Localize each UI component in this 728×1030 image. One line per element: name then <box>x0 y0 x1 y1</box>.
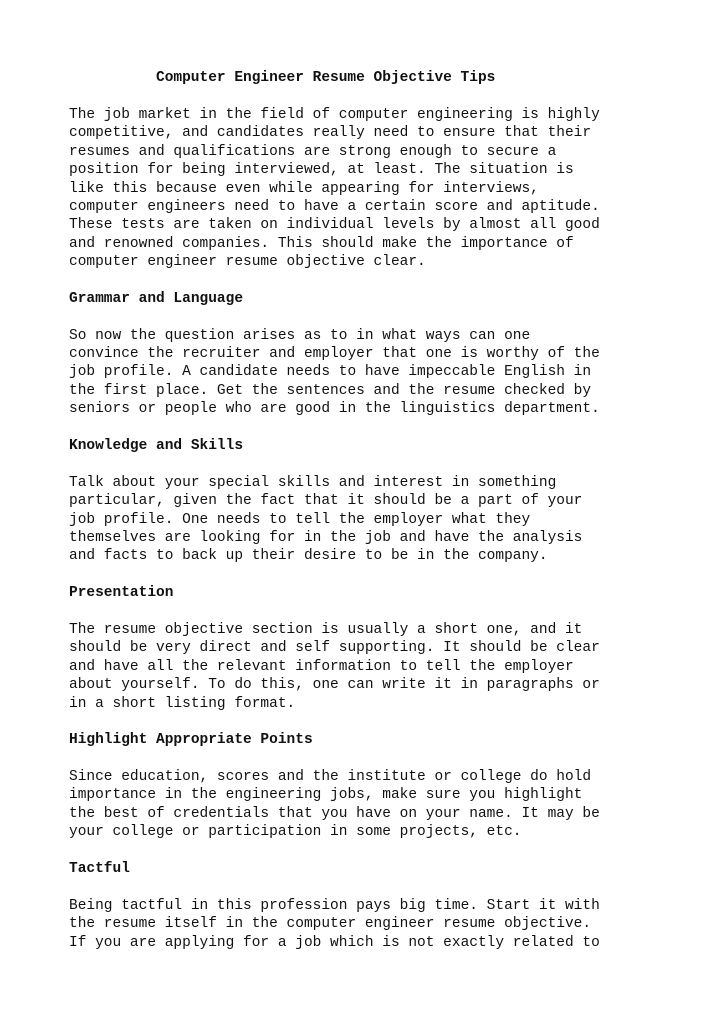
text-line: Being tactful in this profession pays big time. Start it with <box>69 897 600 914</box>
text-line: The resume objective section is usually a short one, and it <box>69 621 583 638</box>
text-line: seniors or people who are good in the linguistics department. <box>69 401 600 418</box>
intro-paragraph <box>69 106 669 272</box>
text-line: your college or participation in some projects, etc. <box>69 824 522 841</box>
text-line: So now the question arises as to in what ways can one <box>69 327 531 344</box>
text-line: the first place. Get the sentences and the resume checked by <box>69 382 592 399</box>
text-line: Since education, scores and the institute or college do hold <box>69 769 592 786</box>
text-line: If you are applying for a job which is not exactly related to <box>69 934 600 951</box>
document-body <box>69 106 669 970</box>
text-line: importance in the engineering jobs, make sure you highlight <box>69 787 583 804</box>
section-paragraph <box>69 474 669 566</box>
text-line: convince the recruiter and employer that one is worthy of the <box>69 346 600 363</box>
text-line: like this because even while appearing for interviews, <box>69 180 539 197</box>
text-line: computer engineer resume objective clear. <box>69 254 426 271</box>
section-heading: Tactful <box>69 861 130 878</box>
text-line: resumes and qualifications are strong enough to secure a <box>69 143 557 160</box>
text-line: the resume itself in the computer engineer resume objective. <box>69 916 592 933</box>
text-line: and renowned companies. This should make the importance of <box>69 235 574 252</box>
text-line: competitive, and candidates really need to ensure that their <box>69 125 592 142</box>
text-line: Talk about your special skills and interest in something <box>69 474 557 491</box>
section-heading: Knowledge and Skills <box>69 438 244 455</box>
text-line: about yourself. To do this, one can write it in paragraphs or <box>69 677 600 694</box>
text-line: The job market in the field of computer engineering is highly <box>69 107 600 123</box>
text-line: job profile. A candidate needs to have impeccable English in <box>69 364 592 381</box>
section-paragraph <box>69 897 669 952</box>
section-heading: Presentation <box>69 585 174 602</box>
text-line: job profile. One needs to tell the employer what they <box>69 511 531 528</box>
text-line: and have all the relevant information to tell the employer <box>69 658 574 675</box>
section-paragraph <box>69 621 669 713</box>
text-line: in a short listing format. <box>69 695 296 712</box>
section-paragraph <box>69 327 669 419</box>
text-line: These tests are taken on individual levels by almost all good <box>69 217 600 234</box>
text-line: and facts to back up their desire to be in the company. <box>69 548 548 565</box>
text-line: should be very direct and self supporting. It should be clear <box>69 640 600 657</box>
section-heading: Highlight Appropriate Points <box>69 732 313 749</box>
document-title: Computer Engineer Resume Objective Tips <box>156 70 496 86</box>
section-heading: Grammar and Language <box>69 290 244 307</box>
text-line: computer engineers need to have a certain score and aptitude. <box>69 198 600 215</box>
text-line: themselves are looking for in the job and have the analysis <box>69 529 583 546</box>
text-line: position for being interviewed, at least. The situation is <box>69 162 574 179</box>
text-line: particular, given the fact that it should be a part of your <box>69 493 583 510</box>
section-paragraph <box>69 768 669 842</box>
text-line: the best of credentials that you have on your name. It may be <box>69 805 600 822</box>
